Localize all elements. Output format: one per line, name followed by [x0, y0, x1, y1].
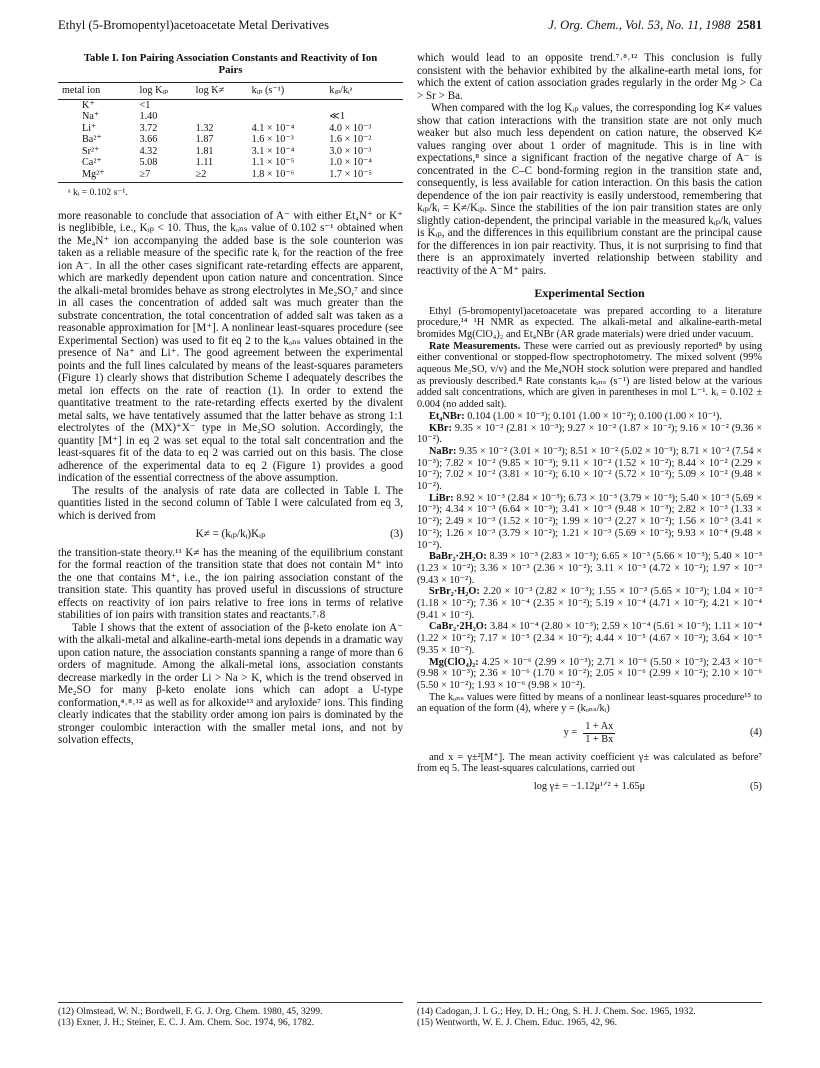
table-cell: 1.32 — [195, 122, 214, 134]
equation-body: K≠ = (kᵢₚ/kᵢ)Kᵢₚ — [195, 528, 266, 540]
table-cell: 1.8 × 10⁻⁶ — [248, 169, 326, 183]
salt-name: Et₄NBr: — [429, 410, 465, 422]
table-header: metal ion — [58, 83, 136, 100]
table-cell: 1.6 × 10⁻² — [329, 134, 372, 145]
table-header: kᵢₚ/kᵢᵃ — [325, 83, 403, 100]
table-footnote: ᵃ kᵢ = 0.102 s⁻¹. — [68, 187, 128, 198]
data-table — [58, 82, 403, 183]
table-cell: 4.1 × 10⁻⁴ — [251, 122, 295, 134]
table-cell: <1 — [139, 99, 151, 111]
journal-citation — [548, 18, 762, 33]
paragraph-text: These were carried out as previously reported⁸ by using either conventional or stopped-flow spectrophotometry. The mixed solvent (99% aqueous Me₂SO, v/v) and the Me₄NOH stock solution were prepared and handled as previously described.⁸ Rate constants kₒₙₛ (s⁻¹) are listed below at the various added salt concentrations, which are given in parentheses in mol L⁻¹. kᵢ = 0.102 ± 0.004 (no added salt). — [417, 340, 762, 411]
table-cell: 5.08 — [139, 157, 158, 168]
equation-body: log γ± = −1.12μ¹ᐟ² + 1.65μ — [533, 780, 646, 792]
equation-3 — [58, 528, 403, 541]
table-cell: 3.66 — [139, 134, 158, 145]
fraction-numerator: 1 + Ax — [585, 721, 614, 733]
equation-number: (4) — [749, 727, 762, 739]
table-cell: Na⁺ — [82, 111, 100, 122]
table-header-row — [58, 83, 403, 100]
footnote: (15) Wentworth, W. E. J. Chem. Educ. 1965, 42, 96. — [417, 1017, 617, 1028]
table-row — [58, 169, 403, 183]
salt-data: 3.84 × 10⁻⁴ (2.80 × 10⁻³); 2.59 × 10⁻⁴ (5.61 × 10⁻³); 1.11 × 10⁻⁴ (1.22 × 10⁻²); 7.17 × 10⁻⁵ (2.34 × 10⁻²); 4.44 × 10⁻⁵ (4.67 × 10⁻²); 3.64 × 10⁻⁵ (9.35 × 10⁻²). — [417, 621, 762, 656]
table-row — [58, 123, 403, 135]
table-cell — [192, 99, 248, 111]
footnote: (14) Cadogan, J. I. G.; Hey, D. H.; Ong, S. H. J. Chem. Soc. 1965, 1932. — [417, 1006, 696, 1017]
salt-data: 4.25 × 10⁻⁶ (2.99 × 10⁻³); 2.71 × 10⁻⁶ (5.50 × 10⁻³); 2.43 × 10⁻⁶ (9.98 × 10⁻³); 2.36 × 10⁻⁶ (1.70 × 10⁻²); 2.05 × 10⁻⁶ (2.99 × 10⁻²); 2.10 × 10⁻⁶ (5.50 × 10⁻²); 1.93 × 10⁻⁶ (9.98 × 10⁻²). — [417, 656, 762, 691]
table-cell: 1.6 × 10⁻³ — [251, 134, 294, 145]
salt-data: 2.20 × 10⁻³ (2.82 × 10⁻³); 1.55 × 10⁻³ (5.65 × 10⁻³); 1.04 × 10⁻³ (1.18 × 10⁻²); 7.36 × 10⁻⁴ (2.35 × 10⁻²); 5.19 × 10⁻⁴ (4.71 × 10⁻²); 4.21 × 10⁻⁴ (9.41 × 10⁻²). — [417, 586, 762, 621]
table-row — [58, 157, 403, 169]
paragraph: Table I shows that the extent of association of the β-keto enolate ion A⁻ with the alkali-metal and alkaline-earth-metal ions depends in a dramatic way upon cation nature, the association constants spanning a range of more than 6 orders of magnitude. Among the alkali-metal ions, association constants decrease markedly in the order Li > Na > K, which is the trend observed in Me₂SO for many β-keto enolate ions which can adopt a U-type conformation,⁴˒⁸˒¹² as well as for alkoxide¹³ and aryloxide⁷ ions. This finding clearly indicates that the stability order among ion pairs is dominated by the stronger coulombic interaction with the smaller metal ions, and not by solvation effects, — [58, 621, 404, 746]
paragraph: When compared with the log Kᵢₚ values, the corresponding log K≠ values show that cation interactions with the transition state are not only much weaker but also much less dependent on cation nature, the observed K≠ values ranging over about 1 order of magnitude. This is in line with expectations,⁸ since a significant fraction of the negative charge of A⁻ is concentrated in the C–C bond-forming region in the transition state and, consequently, is less available for cation interaction. On this basis the cation dependence of the ion pair reactivity is easily understood, remembering that kᵢₚ/kᵢ = K≠/Kᵢₚ. Since the stabilities of the ion pair transition states are only slightly cation-dependent, the principal variable in the measured kᵢₚ/kᵢ values is Kᵢₚ, and the differences in this equilibrium constant are the principal cause for the differences in ion pair reactivity. Thus, it is not surprising to find that there is an approximately inverted relationship between stability and reactivity of the A⁻M⁺ pairs. — [417, 102, 762, 277]
salt-name: CaBr₂·2H₂O: — [429, 621, 488, 633]
paragraph: more reasonable to conclude that association of A⁻ with either Et₄N⁺ or K⁺ is neglibible, i.e., Kᵢₚ < 10. Thus, the kₒₙₛ value of 0.102 s⁻¹ obtained when the Me₄N⁺ ion accompanying the added base is the sole counterion was taken as a reliable measure of the specific rate kᵢ for the reaction of the free ion A⁻. In all the other cases significant rate-retarding effects are apparent, which are markedly dependent upon cation nature and concentration. Since the alkali-metal bromides behave as strong electrolytes in Me₂SO,⁷ and since in all cases the concentration of added salt was much greater than the substrate concentration, the total concentration of added salt was taken as a reasonable approximation for [M⁺]. A nonlinear least-squares procedure (see Experimental Section) was used to fit eq 2 to the kₒₙₛ values obtained in the presence of Na⁺ and Li⁺. The good agreement between the experimental points and the full lines calculated by means of the least-squares parameters (Figure 1) clearly shows that distribution Scheme I adequately describes the metal ion effects on the rate of reaction (1). In order to extend the quantitative treatment to the rate-retarding effects exerted by the divalent metal salts, we have tentatively assumed that the latter behave as strong 1:1 electrolytes of the (MX)⁺X⁻ type in Me₂SO solution. Accordingly, the quantity [M⁺] in eq 2 was set equal to the total salt concentration and the least-squares fit of the data to eq 2 was carried out on this basis. The close adherence of the experimental data to eq 2 (Figure 1) provides a good indication of the essential correctness of the above assumption. — [58, 209, 403, 484]
footnotes-right — [417, 1006, 762, 1028]
table-cell: 1.7 × 10⁻⁵ — [325, 169, 403, 183]
fraction — [583, 721, 615, 745]
table-cell: K⁺ — [82, 99, 95, 111]
footnote-rule — [417, 1002, 762, 1003]
equation-4 — [417, 721, 762, 745]
table-cell — [248, 111, 326, 123]
table-cell: 3.72 — [139, 122, 158, 134]
table-cell — [325, 99, 403, 111]
salt-name: KBr: — [429, 422, 452, 434]
paragraph: and x = γ±²[M⁺]. The mean activity coefficient γ± was calculated as before⁷ from eq 5. The least-squares calculations, carried out — [417, 751, 762, 775]
salt-name: NaBr: — [429, 445, 457, 457]
salt-entry — [417, 586, 762, 621]
table-cell: 1.81 — [195, 145, 214, 157]
salt-entry — [417, 411, 762, 423]
table-title: Table I. Ion Pairing Association Constants and Reactivity of Ion Pairs — [83, 52, 378, 76]
table-cell: 3.0 × 10⁻³ — [329, 145, 372, 157]
section-heading: Experimental Section — [534, 286, 645, 300]
table-header: kᵢₚ (s⁻¹) — [248, 83, 326, 100]
left-column — [58, 52, 403, 747]
paragraph: the transition-state theory.¹¹ K≠ has the meaning of the equilibrium constant for the formal reaction of the transition state that does not contain M⁺ into the one that contains M⁺, i.e., the ion pairing association constant of the transition state. This quantity has proved useful in discussions of structure effects on reactivity of ion pairs relative to free ions in terms of relative stabilities of ion pairs with transition states and reactants.⁷˒8 — [58, 546, 403, 621]
run-in-heading: Rate Measurements. — [429, 340, 521, 352]
salt-name: BaBr₂·2H₂O: — [429, 551, 487, 563]
table-cell: 1.11 — [195, 157, 214, 168]
salt-data: 8.39 × 10⁻³ (2.83 × 10⁻³); 6.65 × 10⁻³ (5.66 × 10⁻³); 5.40 × 10⁻³ (1.23 × 10⁻²); 3.36 × 10⁻³ (2.36 × 10⁻²); 3.11 × 10⁻³ (4.72 × 10⁻²); 1.97 × 10⁻³ (9.43 × 10⁻²). — [417, 551, 762, 586]
table-cell: Ca²⁺ — [82, 157, 102, 168]
salt-entry — [417, 493, 762, 552]
table-row — [58, 134, 403, 146]
salt-entry — [417, 423, 762, 446]
table-cell: ≥2 — [192, 169, 248, 183]
salt-name: LiBr: — [429, 492, 454, 504]
table-cell: Li⁺ — [82, 122, 97, 134]
table-row — [58, 111, 403, 123]
table-cell: 1.0 × 10⁻⁴ — [329, 157, 372, 168]
salt-name: SrBr₂·H₂O: — [429, 586, 480, 598]
table-cell: 3.1 × 10⁻⁴ — [251, 145, 295, 157]
paragraph: The kₒₙₛ values were fitted by means of a nonlinear least-squares procedure¹⁵ to an equation of the form (4), where y = (kₒₙₛ/kᵢ) — [417, 691, 762, 715]
table-cell: 1.40 — [139, 111, 158, 122]
salt-entry — [417, 446, 762, 493]
table-cell: 4.32 — [139, 145, 158, 157]
salt-data: 9.35 × 10⁻² (3.01 × 10⁻³); 8.51 × 10⁻² (5.02 × 10⁻³); 8.71 × 10⁻² (7.54 × 10⁻³); 7.82 × 10⁻² (9.85 × 10⁻³); 9.11 × 10⁻² (1.52 × 10⁻²); 8.44 × 10⁻² (2.29 × 10⁻²); 7.02 × 10⁻² (3.81 × 10⁻²); 6.10 × 10⁻² (5.72 × 10⁻²); 5.09 × 10⁻² (9.48 × 10⁻²). — [417, 445, 762, 493]
footnote: (12) Olmstead, W. N.; Bordwell, F. G. J. Org. Chem. 1980, 45, 3299. — [58, 1006, 323, 1017]
salt-data: 0.104 (1.00 × 10⁻³); 0.101 (1.00 × 10⁻²); 0.100 (1.00 × 10⁻¹). — [464, 410, 722, 422]
salt-data: 8.92 × 10⁻³ (2.84 × 10⁻³); 6.73 × 10⁻³ (3.79 × 10⁻³); 5.40 × 10⁻³ (5.69 × 10⁻³); 4.34 × 10⁻³ (6.64 × 10⁻³); 3.41 × 10⁻³ (9.48 × 10⁻³); 2.82 × 10⁻³ (1.33 × 10⁻²); 2.49 × 10⁻³ (1.52 × 10⁻²); 1.99 × 10⁻³ (2.27 × 10⁻²); 1.56 × 10⁻³ (3.41 × 10⁻²); 1.26 × 10⁻³ (3.79 × 10⁻²); 1.21 × 10⁻³ (5.69 × 10⁻²); 9.93 × 10⁻⁴ (9.48 × 10⁻²). — [417, 492, 762, 551]
fraction-denominator: 1 + Bx — [585, 733, 614, 745]
paragraph — [417, 341, 762, 411]
running-title: Ethyl (5-Bromopentyl)acetoacetate Metal Derivatives — [58, 18, 330, 32]
footnote: (13) Exner, J. H.; Steiner, E. C. J. Am. Chem. Soc. 1974, 96, 1782. — [58, 1017, 315, 1028]
running-header — [58, 18, 762, 38]
paragraph: Ethyl (5-bromopentyl)acetoacetate was prepared according to a literature procedure,¹⁴ ¹H NMR as expected. The alkali-metal and alkaline-earth-metal bromides Mg(ClO₄)₂ and Et₄NBr (AR grade materials) were dried under vacuum. — [417, 305, 762, 340]
paragraph: which would lead to an opposite trend.⁷˒⁸˒¹² This conclusion is fully consistent with the behavior exhibited by the alkaline-earth metal ions, for which the extent of cation association grades regularly in the order Mg > Ca > Sr > Ba. — [417, 52, 762, 102]
page-number: 2581 — [736, 18, 762, 32]
equation-number: (3) — [390, 528, 403, 540]
table-header: log K≠ — [192, 83, 248, 100]
table-cell: 1.1 × 10⁻⁵ — [251, 157, 295, 168]
table-header: log Kᵢₚ — [136, 83, 192, 100]
table-cell: 4.0 × 10⁻³ — [329, 122, 372, 134]
table-cell: 1.87 — [195, 134, 214, 145]
table-cell: Sr²⁺ — [82, 145, 100, 157]
table-cell: ≪1 — [329, 111, 346, 122]
salt-data: 9.35 × 10⁻² (2.81 × 10⁻³); 9.27 × 10⁻² (1.87 × 10⁻²); 9.16 × 10⁻² (9.36 × 10⁻²). — [417, 422, 762, 446]
table-cell: ≥7 — [136, 169, 192, 183]
salt-entry — [417, 551, 762, 586]
salt-name: Mg(ClO₄)₂: — [429, 656, 479, 668]
equation-lhs: y = — [563, 727, 578, 739]
table-cell: Mg²⁺ — [58, 169, 136, 183]
table-cell: Ba²⁺ — [82, 134, 102, 145]
equation-number: (5) — [749, 780, 762, 792]
journal-name: J. Org. Chem., Vol. 53, No. 11, 1988 — [548, 18, 731, 32]
salt-entry — [417, 621, 762, 656]
table-row — [58, 146, 403, 158]
table-row — [58, 99, 403, 111]
right-column — [417, 52, 762, 799]
experimental-text — [417, 306, 762, 793]
footnote-rule — [58, 1002, 403, 1003]
salt-entry — [417, 657, 762, 692]
paragraph: The results of the analysis of rate data are collected in Table I. The quantities listed in the second column of Table I were calculated from eq 3, which is derived from — [58, 484, 403, 522]
equation-5 — [417, 781, 762, 793]
table-cell — [192, 111, 248, 123]
footnotes-left — [58, 1006, 403, 1028]
table-cell — [248, 99, 326, 111]
